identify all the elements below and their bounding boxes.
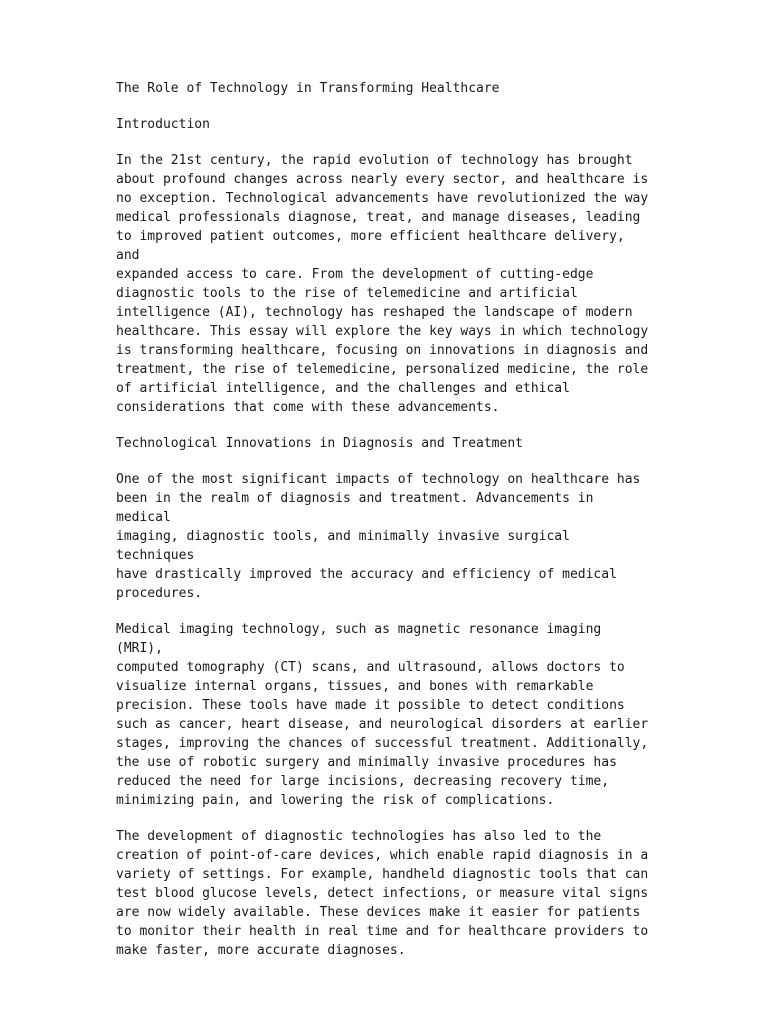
- section-heading: Introduction: [116, 117, 210, 132]
- paragraph: The development of diagnostic technologies has also led to the creation of point-of-care devices, which enable rapid diagnosis in a variety of settings. For example, handheld diagnostic tools that can test blood glucose levels, detect infections, or measure vital signs are now widely available. These devices make it easier for patients to monitor their health in real time and for healthcare providers to make faster, more accurate diagnoses.: [116, 829, 649, 958]
- section-heading: Technological Innovations in Diagnosis and Treatment: [116, 436, 523, 451]
- document-page: [116, 79, 656, 977]
- section-diagnosis-treatment: [116, 434, 656, 960]
- section-introduction: [116, 115, 656, 417]
- document-title: The Role of Technology in Transforming Healthcare: [116, 81, 500, 96]
- paragraph: In the 21st century, the rapid evolution of technology has brought about profound changes across nearly every sector, and healthcare is no exception. Technological advancements have revolutionized the way medical professionals diagnose, treat, and manage diseases, leading to improved patient outcomes, more efficient healthcare delivery, and expanded access to care. From the development of cutting-edge diagnostic tools to the rise of telemedicine and artificial intelligence (AI), technology has reshaped the landscape of modern healthcare. This essay will explore the key ways in which technology is transforming healthcare, focusing on innovations in diagnosis and treatment, the rise of telemedicine, personalized medicine, the role of artificial intelligence, and the challenges and ethical considerations that come with these advancements.: [116, 153, 649, 415]
- paragraph: One of the most significant impacts of technology on healthcare has been in the realm of diagnosis and treatment. Advancements in medical imaging, diagnostic tools, and minimally invasive surgical techniques have drastically improved the accuracy and efficiency of medical procedures.: [116, 472, 641, 601]
- paragraph: Medical imaging technology, such as magnetic resonance imaging (MRI), computed tomography (CT) scans, and ultrasound, allows doctors to visualize internal organs, tissues, and bones with remarkable precision. These tools have made it possible to detect conditions such as cancer, heart disease, and neurological disorders at earlier stages, improving the chances of successful treatment. Additionally, the use of robotic surgery and minimally invasive procedures has reduced the need for large incisions, decreasing recovery time, minimizing pain, and lowering the risk of complications.: [116, 622, 649, 808]
